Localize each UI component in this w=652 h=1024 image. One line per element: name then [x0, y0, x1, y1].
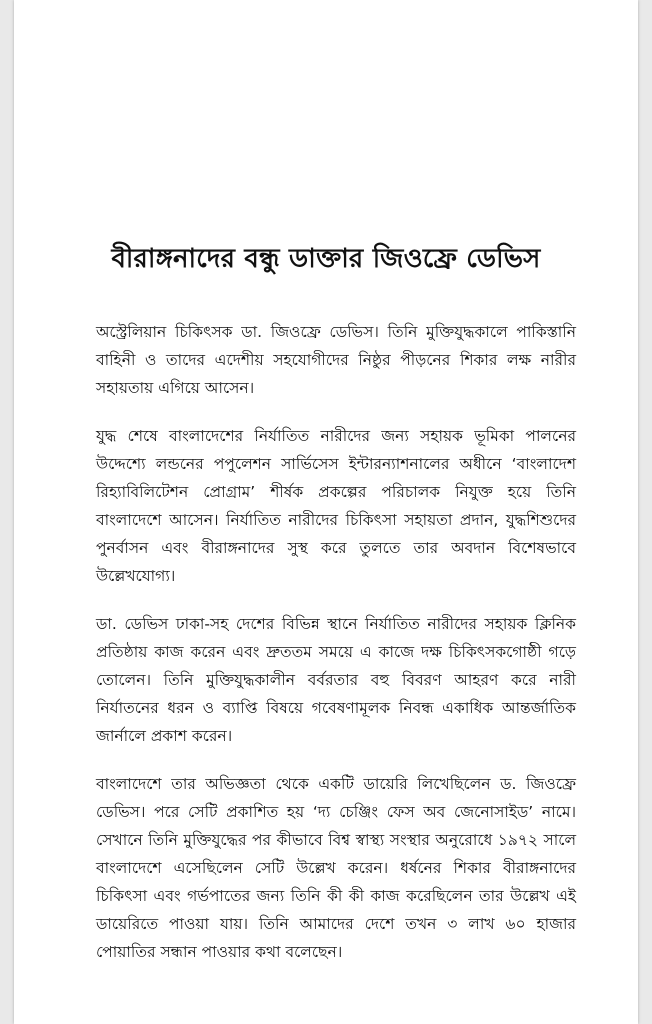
paragraph-3: ডা. ডেভিস ঢাকা-সহ দেশের বিভিন্ন স্থানে নির্যাতিত নারীদের সহায়ক ক্লিনিক প্রতিষ্ঠায় কাজ করেন এবং দ্রুততম সময়ে এ কাজে দক্ষ চিকিৎসকগোষ্ঠী গড়ে তোলেন। তিনি মুক্তিযুদ্ধকালীন বর্বরতার বহু বিবরণ আহরণ করে নারী নির্যাতনের ধরন ও ব্যাপ্তি বিষয়ে গবেষণামূলক নিবন্ধ একাধিক আন্তর্জাতিক জার্নালে প্রকাশ করেন।	[96, 615, 576, 745]
paragraph-1: অস্ট্রেলিয়ান চিকিৎসক ডা. জিওফ্রে ডেভিস। তিনি মুক্তিযুদ্ধকালে পাকিস্তানি বাহিনী ও তাদের এদেশীয় সহযোগীদের নিষ্ঠুর পীড়নের শিকার লক্ষ নারীর সহায়তায় এগিয়ে আসেন।	[96, 323, 576, 397]
body-text	[96, 318, 576, 986]
paragraph-4: বাংলাদেশে তার অভিজ্ঞতা থেকে একটি ডায়েরি লিখেছিলেন ড. জিওফ্রে ডেভিস। পরে সেটি প্রকাশিত হয় ‘দ্য চেঞ্জিং ফেস অব জেনোসাইড’ নামে। সেখানে তিনি মুক্তিযুদ্ধের পর কীভাবে বিশ্ব স্বাস্থ্য সংস্থার অনুরোধে ১৯৭২ সালে বাংলাদেশে এসেছিলেন সেটি উল্লেখ করেন। ধর্ষনের শিকার বীরাঙ্গনাদের চিকিৎসা এবং গর্ভপাতের জন্য তিনি কী কী কাজ করেছিলেন তার উল্লেখ এই ডায়েরিতে পাওয়া যায়। তিনি আমাদের দেশে তখন ৩ লাখ ৬০ হাজার পোয়াতির সন্ধান পাওয়ার কথা বলেছেন।	[96, 775, 576, 961]
page-title: বীরাঙ্গনাদের বন্ধু ডাক্তার জিওফ্রে ডেভিস	[111, 244, 541, 274]
book-page	[14, 0, 638, 1024]
paragraph-2: যুদ্ধ শেষে বাংলাদেশের নির্যাতিত নারীদের জন্য সহায়ক ভূমিকা পালনের উদ্দেশ্যে লন্ডনের পপুলেশন সার্ভিসেস ইন্টারন্যাশনালের অধীনে ‘বাংলাদেশ রিহ্যাবিলিটেশন প্রোগ্রাম’ শীর্ষক প্রকল্পের পরিচালক নিযুক্ত হয়ে তিনি বাংলাদেশে আসেন। নির্যাতিত নারীদের চিকিৎসা সহায়তা প্রদান, যুদ্ধশিশুদের পুনর্বাসন এবং বীরাঙ্গনাদের সুস্থ করে তুলতে তার অবদান বিশেষভাবে উল্লেখযোগ্য।	[96, 427, 576, 585]
